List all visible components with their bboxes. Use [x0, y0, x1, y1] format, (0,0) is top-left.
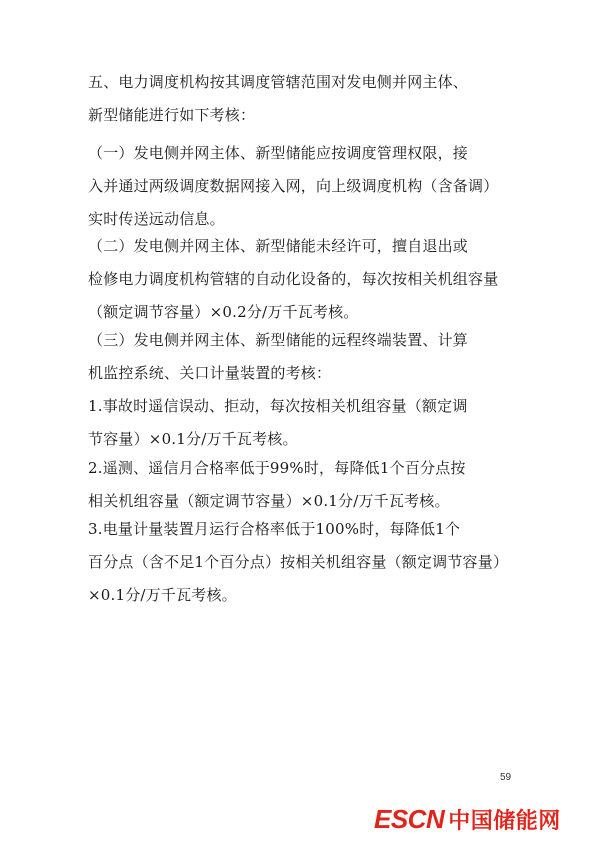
text-line: 机监控系统、关口计量装置的考核：	[88, 364, 332, 382]
page-number: 59	[500, 772, 512, 783]
text-line: 检修电力调度机构管辖的自动化设备的，每次按相关机组容量	[88, 270, 499, 288]
text-line: 2.遥测、遥信月合格率低于99%时，每降低1个百分点按	[88, 459, 466, 477]
paragraph-item-two	[88, 230, 518, 329]
text-line: （二）发电侧并网主体、新型储能未经许可，擅自退出或	[88, 237, 469, 255]
text-line: 五、电力调度机构按其调度管辖范围对发电侧并网主体、	[88, 73, 469, 91]
paragraph-sub-three	[88, 513, 518, 612]
text-line: （三）发电侧并网主体、新型储能的远程终端装置、计算	[88, 331, 469, 349]
text-line: ×0.1分/万千瓦考核。	[88, 586, 237, 604]
text-line: 节容量）×0.1分/万千瓦考核。	[88, 430, 298, 448]
text-line: （一）发电侧并网主体、新型储能应按调度管理权限，接	[88, 144, 469, 162]
text-line: 入并通过两级调度数据网接入网，向上级调度机构（含备调）	[88, 177, 499, 195]
watermark-latin: ESCN	[374, 803, 445, 834]
paragraph-item-three	[88, 324, 518, 390]
paragraph-item-one	[88, 137, 518, 236]
watermark-chinese: 中国储能网	[448, 808, 561, 834]
paragraph-sub-two	[88, 452, 518, 518]
text-line: 百分点（含不足1个百分点）按相关机组容量（额定调节容量）	[88, 553, 509, 571]
paragraph-sub-one	[88, 390, 518, 456]
text-line: 1.事故时遥信误动、拒动，每次按相关机组容量（额定调	[88, 397, 468, 415]
text-line: 实时传送远动信息。	[88, 210, 225, 228]
paragraph-section-five	[88, 66, 518, 132]
text-line: 相关机组容量（额定调节容量）×0.1分/万千瓦考核。	[88, 492, 450, 510]
escn-watermark-logo	[374, 805, 561, 833]
text-line: 3.电量计量装置月运行合格率低于100%时，每降低1个	[88, 520, 461, 538]
text-line: （额定调节容量）×0.2分/万千瓦考核。	[88, 303, 359, 321]
text-line: 新型储能进行如下考核：	[88, 106, 256, 124]
